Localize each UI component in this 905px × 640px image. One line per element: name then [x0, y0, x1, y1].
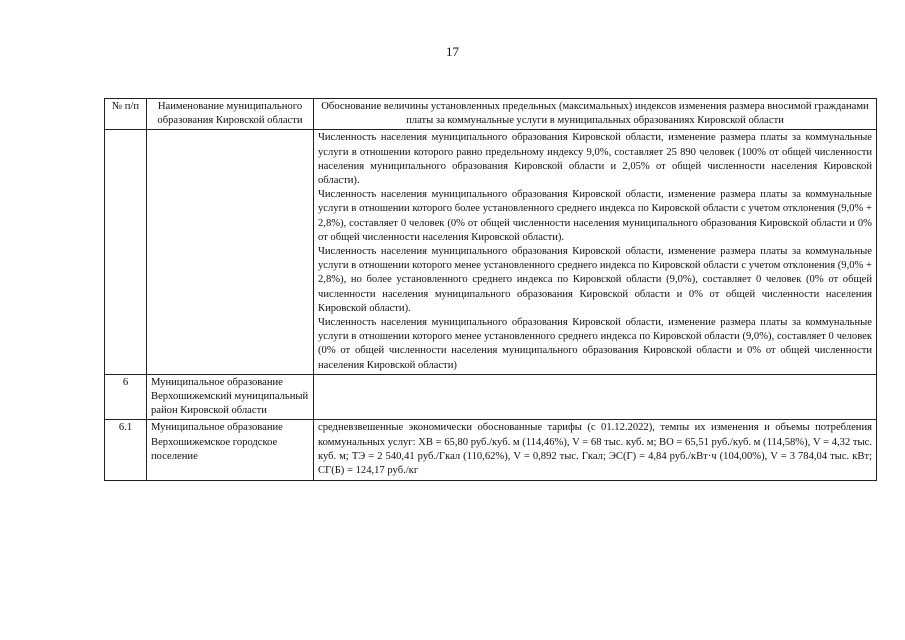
justification-paragraph: средневзвешенные экономически обоснованные тарифы (с 01.12.2022), темпы их изменения и объемы потребления коммунальных услуг: ХВ = 65,80 руб./куб. м (114,46%), V = 68 тыс. куб. м; ВО = 65,51 руб./куб. м (114,58%), V = 4,32 тыс. куб. м; ТЭ = 2 540,41 руб./Гкал (110,62%), V = 0,892 тыс. Гкал; ЭС(Г) = 4,84 руб./кВт·ч (104,00%), V = 3 784,04 тыс. кВт; СГ(Б) = 124,17 руб./кг [318, 422, 872, 477]
row-justification [314, 420, 877, 481]
row-municipality [147, 130, 314, 374]
row-number: 6.1 [105, 420, 147, 481]
row-justification [314, 374, 877, 420]
table-row [105, 130, 877, 374]
justification-paragraph: Численность населения муниципального образования Кировской области, изменение размера платы за коммунальные услуги в отношении которого менее установленного среднего индекса по Кировской области с учетом отклонения (9,0% + 2,8%), но более установленного среднего индекса по Кировской области (9,0%), составляет 0 человек (0% от общей численности населения муниципального образования Кировской области и 0% от общей численности населения Кировской области). [318, 246, 872, 314]
tariff-justification-table [104, 98, 877, 481]
row-municipality: Муниципальное образование Верхошижемское городское поселение [147, 420, 314, 481]
row-number [105, 130, 147, 374]
row-municipality: Муниципальное образование Верхошижемский муниципальный район Кировской области [147, 374, 314, 420]
header-justification: Обоснование величины установленных предельных (максимальных) индексов изменения размера вносимой гражданами платы за коммунальные услуги в муниципальных образованиях Кировской области [314, 99, 877, 130]
justification-paragraph: Численность населения муниципального образования Кировской области, изменение размера платы за коммунальные услуги в отношении которого менее установленного среднего индекса по Кировской области (9,0%), составляет 0 человек (0% от общей численности населения муниципального образования Кировской области и 0% от общей численности населения Кировской области) [318, 317, 872, 371]
row-justification [314, 130, 877, 374]
justification-paragraph: Численность населения муниципального образования Кировской области, изменение размера платы за коммунальные услуги в отношении которого равно предельному индексу 9,0%, составляет 25 890 человек (100% от общей численности населения муниципального образования Кировской области и 2,05% от общей численности населения Кировской области). [318, 132, 872, 187]
row-number: 6 [105, 374, 147, 420]
table-row [105, 420, 877, 481]
table-row [105, 374, 877, 420]
justification-paragraph: Численность населения муниципального образования Кировской области, изменение размера платы за коммунальные услуги в отношении которого более установленного среднего индекса по Кировской области с учетом отклонения (9,0% + 2,8%), составляет 0 человек (0% от общей численности населения муниципального образования Кировской области и 0% от общей численности населения Кировской области). [318, 189, 872, 243]
header-municipality: Наименование муниципального образования Кировской области [147, 99, 314, 130]
page-number: 17 [446, 44, 459, 59]
table-header-row [105, 99, 877, 130]
header-number: № п/п [105, 99, 147, 130]
